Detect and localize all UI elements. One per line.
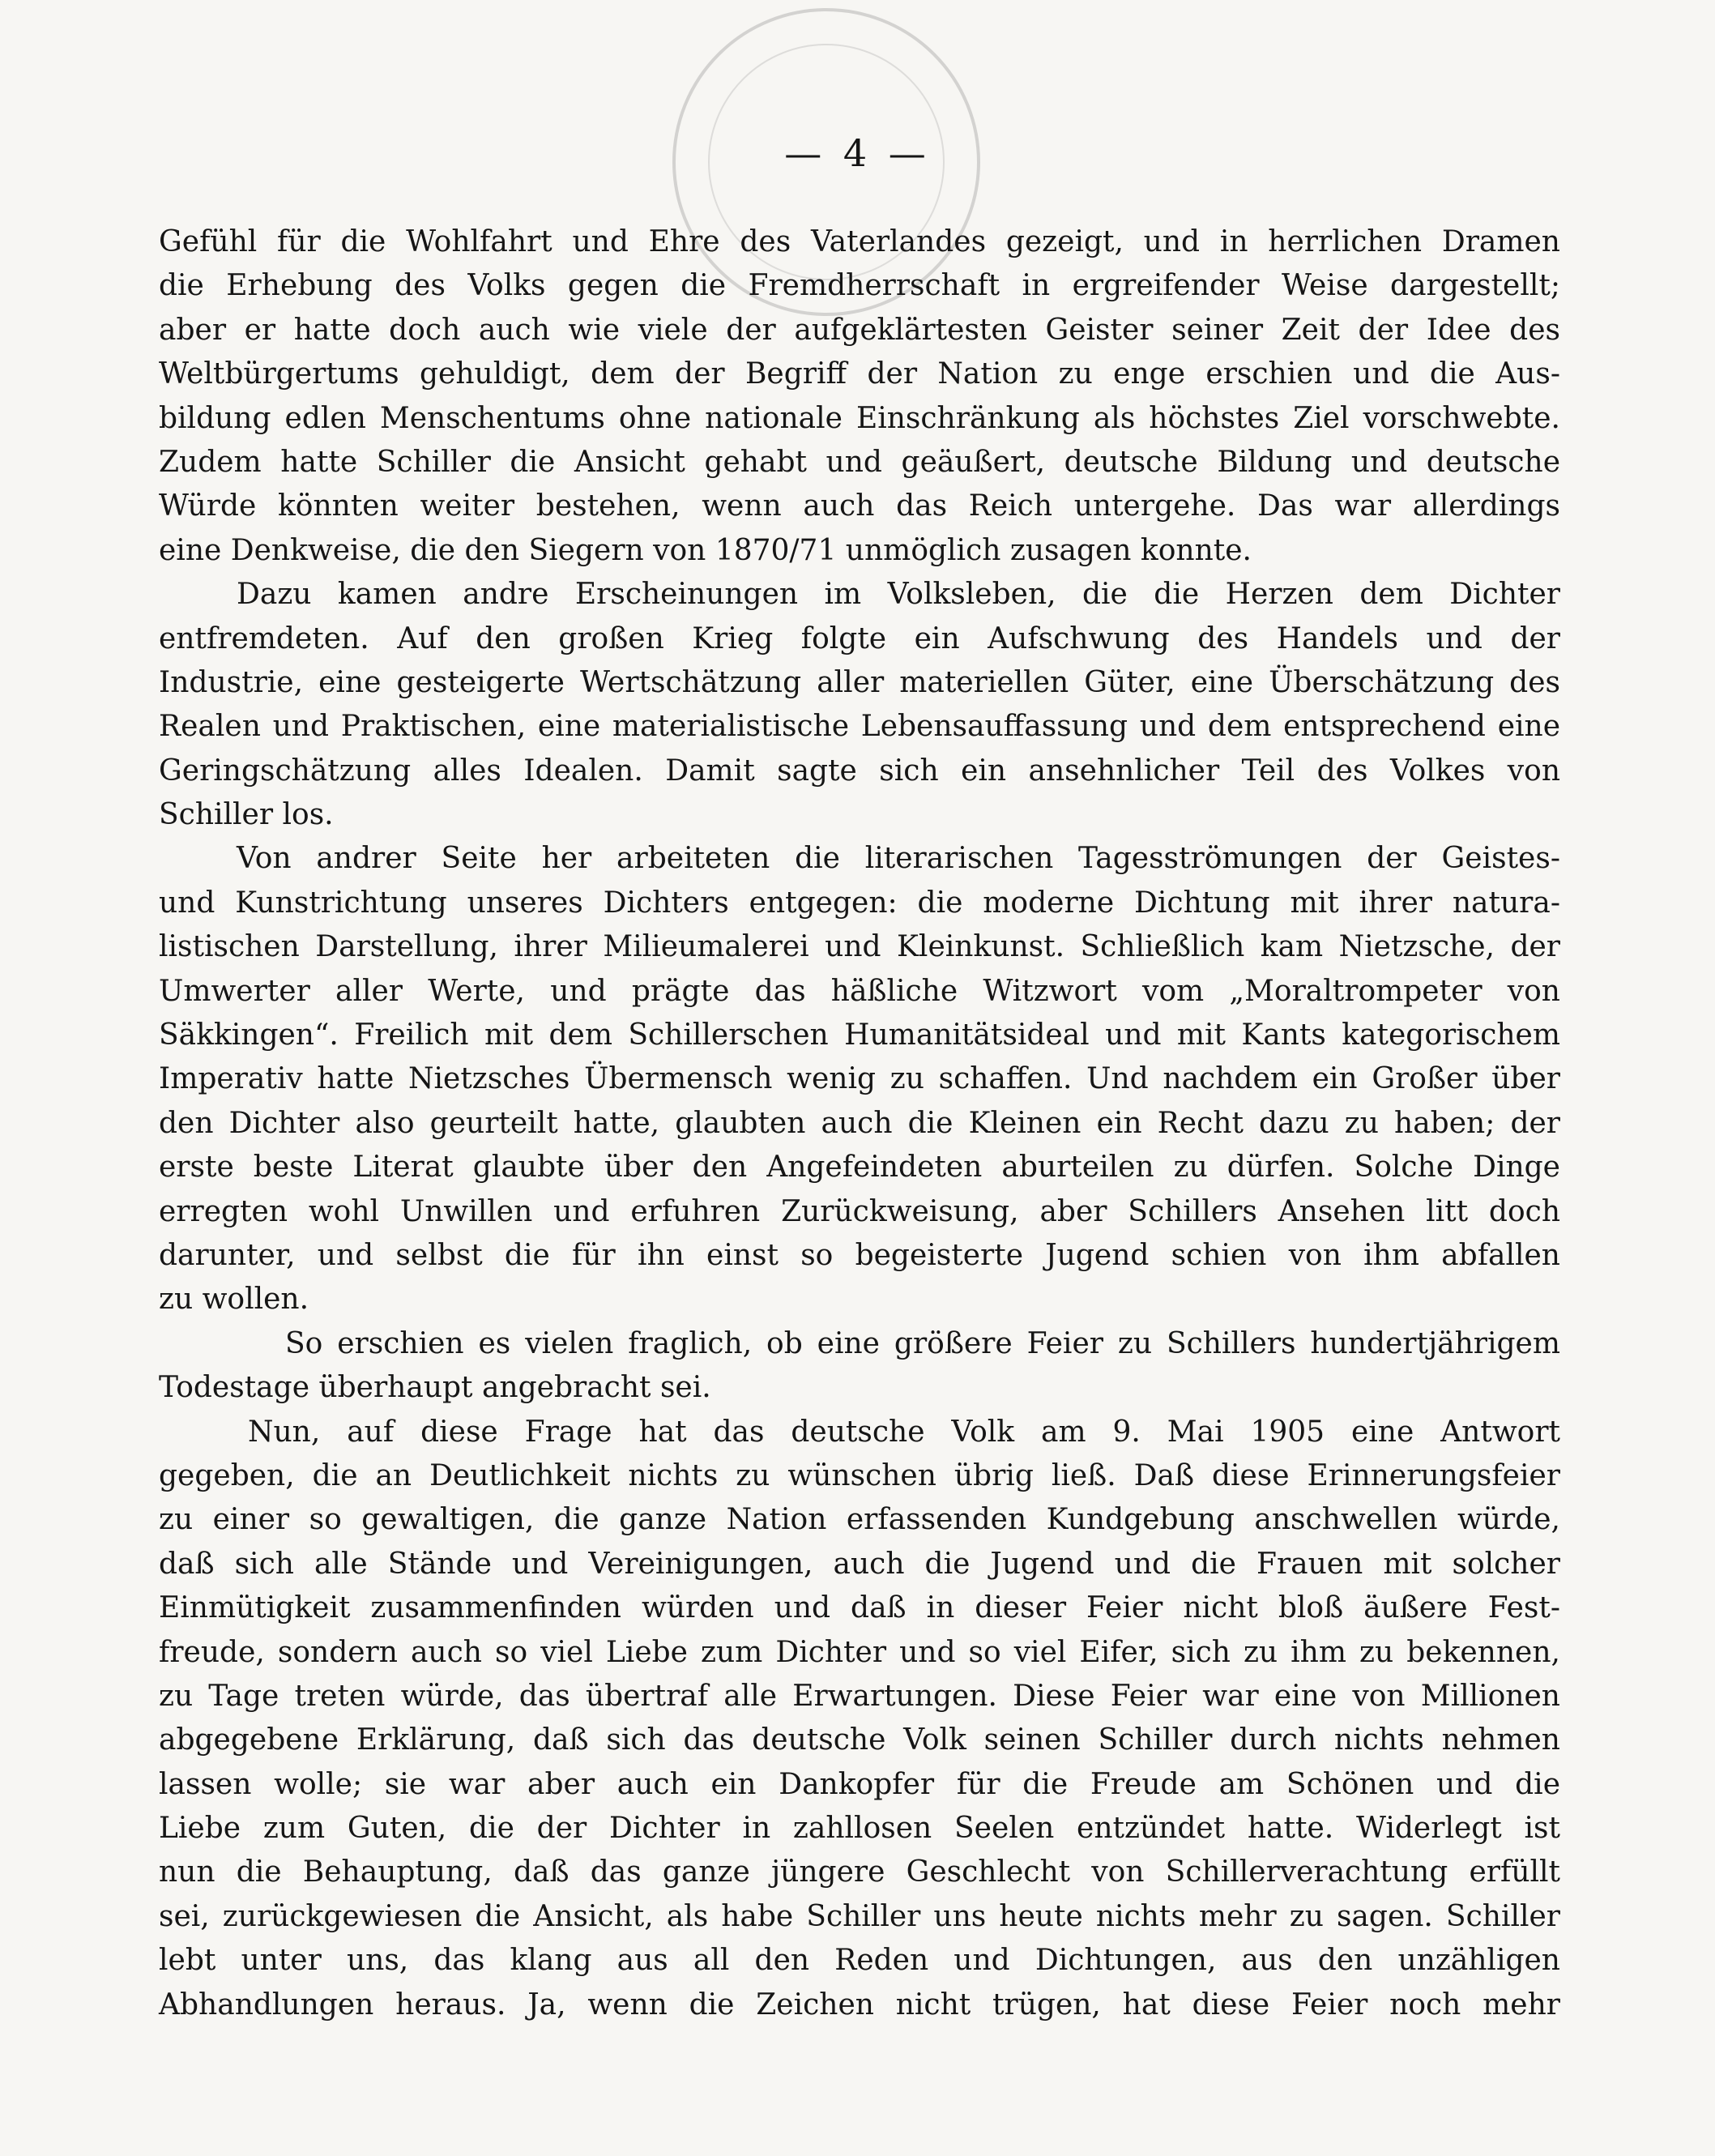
- text-line: Industrie, eine gesteigerte Wertschätzung aller materiellen Güter, eine Überschätzung des: [159, 665, 1560, 699]
- text-line: Säkkingen“. Freilich mit dem Schillerschen Humanitätsideal und mit Kants kategorischem: [159, 1018, 1560, 1052]
- text-line: den Dichter also geurteilt hatte, glaubten auch die Kleinen ein Recht dazu zu haben; der: [159, 1106, 1560, 1140]
- text-line: zu Tage treten würde, das übertraf alle Erwartungen. Diese Feier war eine von Millionen: [159, 1679, 1560, 1713]
- text-line: abgegebene Erklärung, daß sich das deutsche Volk seinen Schiller durch nichts nehmen: [159, 1723, 1560, 1757]
- text-line: gegeben, die an Deutlichkeit nichts zu wünschen übrig ließ. Daß diese Erinnerungsfeier: [159, 1458, 1560, 1492]
- text-line: sei, zurückgewiesen die Ansicht, als habe Schiller uns heute nichts mehr zu sagen. Schiller: [159, 1899, 1560, 1933]
- text-line: Einmütigkeit zusammenfinden würden und daß in dieser Feier nicht bloß äußere Fest-: [159, 1591, 1560, 1625]
- text-line: und Kunstrichtung unseres Dichters entgegen: die moderne Dichtung mit ihrer natura-: [159, 886, 1560, 920]
- text-line: Schiller los.: [159, 798, 334, 832]
- text-line: So erschien es vielen fraglich, ob eine größere Feier zu Schillers hundertjährigem: [285, 1326, 1560, 1360]
- text-line: lassen wolle; sie war aber auch ein Dankopfer für die Freude am Schönen und die: [159, 1767, 1560, 1801]
- text-line: zu einer so gewaltigen, die ganze Nation erfassenden Kundgebung anschwellen würde,: [159, 1503, 1560, 1537]
- text-line: Weltbürgertums gehuldigt, dem der Begriff der Nation zu enge erschien und die Aus-: [159, 357, 1560, 391]
- text-line: aber er hatte doch auch wie viele der aufgeklärtesten Geister seiner Zeit der Idee des: [159, 313, 1560, 347]
- text-line: eine Denkweise, die den Siegern von 1870/71 unmöglich zusagen konnte.: [159, 533, 1252, 567]
- text-line: zu wollen.: [159, 1283, 309, 1317]
- text-line: listischen Darstellung, ihrer Milieumalerei und Kleinkunst. Schließlich kam Nietzsche, der: [159, 930, 1560, 964]
- text-line: entfremdeten. Auf den großen Krieg folgte ein Aufschwung des Handels und der: [159, 621, 1560, 655]
- text-line: darunter, und selbst die für ihn einst so begeisterte Jugend schien von ihm abfallen: [159, 1238, 1560, 1272]
- text-line: Zudem hatte Schiller die Ansicht gehabt und geäußert, deutsche Bildung und deutsche: [159, 445, 1560, 479]
- text-line: nun die Behauptung, daß das ganze jüngere Geschlecht von Schillerverachtung erfüllt: [159, 1855, 1560, 1889]
- text-line: Gefühl für die Wohlfahrt und Ehre des Vaterlandes gezeigt, und in herrlichen Dramen: [159, 225, 1560, 258]
- text-line: die Erhebung des Volks gegen die Fremdherrschaft in ergreifender Weise dargestellt;: [159, 269, 1560, 303]
- text-line: daß sich alle Stände und Vereinigungen, auch die Jugend und die Frauen mit solcher: [159, 1547, 1560, 1581]
- text-line: freude, sondern auch so viel Liebe zum Dichter und so viel Eifer, sich zu ihm zu bekennen,: [159, 1635, 1560, 1669]
- text-line: Abhandlungen heraus. Ja, wenn die Zeichen nicht trügen, hat diese Feier noch mehr: [159, 1987, 1560, 2022]
- text-line: Imperativ hatte Nietzsches Übermensch wenig zu schaffen. Und nachdem ein Großer über: [159, 1062, 1560, 1096]
- text-line: bildung edlen Menschentums ohne nationale Einschränkung als höchstes Ziel vorschwebte.: [159, 401, 1560, 435]
- text-line: Würde könnten weiter bestehen, wenn auch das Reich untergehe. Das war allerdings: [159, 489, 1560, 523]
- text-line: Todestage überhaupt angebracht sei.: [159, 1371, 711, 1405]
- text-line: Nun, auf diese Frage hat das deutsche Volk am 9. Mai 1905 eine Antwort: [248, 1415, 1560, 1449]
- text-line: Realen und Praktischen, eine materialistische Lebensauffassung und dem entsprechend eine: [159, 710, 1560, 744]
- text-line: Liebe zum Guten, die der Dichter in zahllosen Seelen entzündet hatte. Widerlegt ist: [159, 1812, 1560, 1846]
- text-line: Von andrer Seite her arbeiteten die literarischen Tagesströmungen der Geistes-: [237, 842, 1560, 876]
- body-text: [159, 220, 1560, 2027]
- text-line: erregten wohl Unwillen und erfuhren Zurückweisung, aber Schillers Ansehen litt doch: [159, 1194, 1560, 1228]
- text-line: Umwerter aller Werte, und prägte das häßliche Witzwort vom „Moraltrompeter von: [159, 974, 1560, 1008]
- text-line: Geringschätzung alles Idealen. Damit sagte sich ein ansehnlicher Teil des Volkes von: [159, 754, 1560, 788]
- text-line: Dazu kamen andre Erscheinungen im Volksleben, die die Herzen dem Dichter: [237, 578, 1560, 612]
- page-number: — 4 —: [784, 131, 931, 175]
- text-line: lebt unter uns, das klang aus all den Reden und Dichtungen, aus den unzähligen: [159, 1944, 1560, 1978]
- text-line: erste beste Literat glaubte über den Angefeindeten aburteilen zu dürfen. Solche Dinge: [159, 1151, 1560, 1185]
